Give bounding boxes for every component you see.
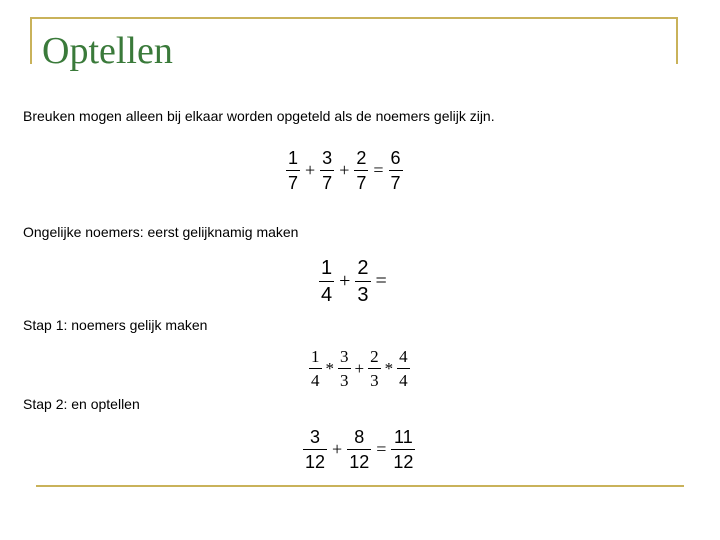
frame-left-line (30, 17, 32, 64)
step1-text: Stap 1: noemers gelijk maken (23, 317, 208, 333)
numerator: 1 (321, 257, 333, 279)
equation-unequal-denominators (319, 258, 388, 305)
fraction (303, 428, 327, 471)
unequal-denominators-text: Ongelijke noemers: eerst gelijknamig maken (23, 224, 299, 240)
fraction (286, 149, 300, 192)
plus-operator: + (339, 270, 351, 292)
numerator: 6 (390, 148, 401, 168)
denominator: 7 (286, 170, 300, 192)
slide-title: Optellen (42, 30, 173, 72)
plus-operator: + (354, 358, 365, 378)
denominator: 12 (303, 449, 327, 471)
equation-same-denominators (286, 149, 403, 192)
denominator: 12 (391, 449, 415, 471)
plus-operator: + (305, 160, 316, 180)
denominator: 4 (319, 281, 334, 305)
denominator: 4 (397, 368, 410, 389)
numerator: 1 (288, 148, 299, 168)
fraction (355, 258, 370, 305)
denominator: 7 (320, 170, 334, 192)
step2-text: Stap 2: en optellen (23, 396, 140, 412)
fraction (309, 348, 322, 389)
fraction (389, 149, 403, 192)
frame-bottom-line (36, 485, 684, 487)
numerator: 3 (340, 347, 349, 366)
equals-operator: = (376, 439, 387, 459)
numerator: 2 (356, 148, 367, 168)
intro-text: Breuken mogen alleen bij elkaar worden opgeteld als de noemers gelijk zijn. (23, 108, 495, 124)
equation-common-denominator (309, 348, 410, 389)
denominator: 3 (338, 368, 351, 389)
fraction (397, 348, 410, 389)
numerator: 3 (322, 148, 333, 168)
numerator: 1 (311, 347, 320, 366)
fraction (320, 149, 334, 192)
numerator: 8 (354, 427, 365, 447)
numerator: 11 (394, 427, 413, 447)
numerator: 2 (357, 257, 369, 279)
denominator: 7 (354, 170, 368, 192)
fraction (368, 348, 381, 389)
multiply-operator: * (384, 358, 394, 378)
fraction (319, 258, 334, 305)
plus-operator: + (339, 160, 350, 180)
fraction (347, 428, 371, 471)
equals-operator: = (373, 160, 384, 180)
numerator: 4 (399, 347, 408, 366)
denominator: 3 (368, 368, 381, 389)
fraction (338, 348, 351, 389)
fraction (354, 149, 368, 192)
numerator: 2 (370, 347, 379, 366)
fraction (391, 428, 415, 471)
denominator: 7 (389, 170, 403, 192)
equals-operator: = (375, 270, 387, 292)
frame-right-line (676, 17, 678, 64)
numerator: 3 (310, 427, 321, 447)
equation-sum-result (303, 428, 415, 471)
denominator: 12 (347, 449, 371, 471)
multiply-operator: * (325, 358, 334, 378)
frame-top-line (30, 17, 678, 19)
denominator: 3 (355, 281, 370, 305)
plus-operator: + (332, 439, 343, 459)
denominator: 4 (309, 368, 322, 389)
